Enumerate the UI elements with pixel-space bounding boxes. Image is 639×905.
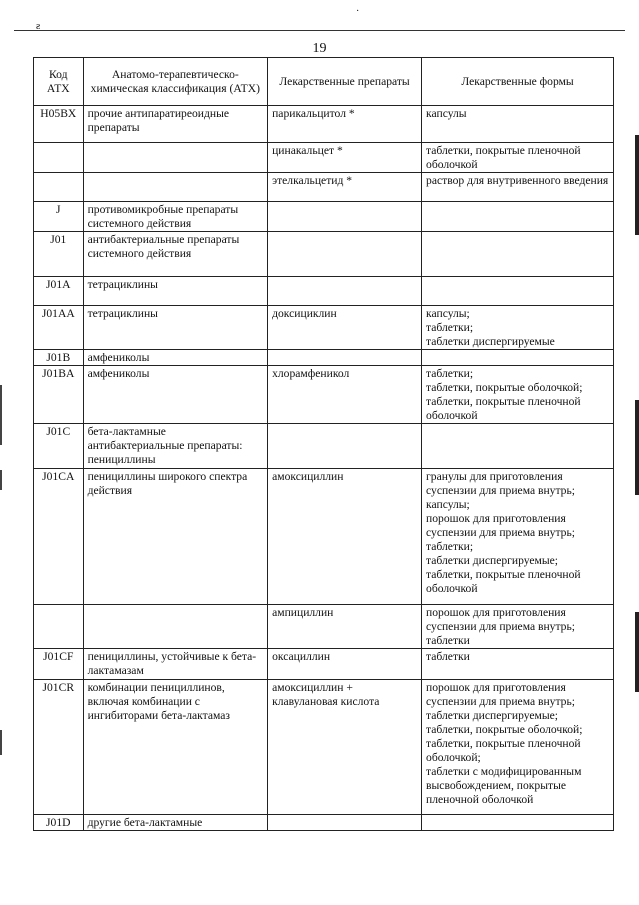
atc-code: J01BA [34, 366, 84, 424]
header-rule [14, 30, 625, 31]
drug-name [268, 815, 422, 831]
atc-class: бета-лактамные антибактериальные препараты: пенициллины [83, 424, 268, 469]
table-row [34, 424, 614, 469]
atc-code: J01CR [34, 680, 84, 815]
drug-name: оксациллин [268, 649, 422, 680]
atc-code: J01D [34, 815, 84, 831]
atc-code: J01AA [34, 306, 84, 350]
drug-name: амоксициллин + клавулановая кислота [268, 680, 422, 815]
atc-code: J [34, 202, 84, 232]
table-row [34, 366, 614, 424]
dosage-forms [422, 277, 614, 306]
atc-code: J01A [34, 277, 84, 306]
header-drugs: Лекарственные препараты [268, 58, 422, 106]
header-forms: Лекарственные формы [422, 58, 614, 106]
dosage-forms: раствор для внутривенного введения [422, 173, 614, 202]
drug-name [268, 202, 422, 232]
dosage-forms [422, 424, 614, 469]
drug-name [268, 232, 422, 277]
dosage-forms [422, 202, 614, 232]
drug-name [268, 424, 422, 469]
scan-edge-mark [0, 470, 2, 490]
atc-class: тетрациклины [83, 277, 268, 306]
dosage-forms: таблетки, покрытые пленочной оболочкой [422, 143, 614, 173]
atc-class: пенициллины, устойчивые к бета-лактамазам [83, 649, 268, 680]
table-row [34, 277, 614, 306]
dosage-forms [422, 815, 614, 831]
drug-name [268, 350, 422, 366]
atc-class [83, 173, 268, 202]
scan-dot: · [356, 6, 360, 17]
dosage-forms: капсулы; таблетки; таблетки диспергируемые [422, 306, 614, 350]
table-row [34, 173, 614, 202]
atc-code [34, 143, 84, 173]
dosage-forms [422, 232, 614, 277]
drug-name: парикальцитол * [268, 106, 422, 143]
atc-class: прочие антипаратиреоидные препараты [83, 106, 268, 143]
dosage-forms: порошок для приготовления суспензии для приема внутрь; таблетки [422, 605, 614, 649]
dosage-forms: капсулы [422, 106, 614, 143]
atc-code [34, 173, 84, 202]
table-row [34, 143, 614, 173]
atc-code: H05BX [34, 106, 84, 143]
page-number: 19 [312, 41, 327, 56]
table-row [34, 350, 614, 366]
table-row [34, 605, 614, 649]
atc-code [34, 605, 84, 649]
drug-name: ампициллин [268, 605, 422, 649]
table-row [34, 649, 614, 680]
atc-code: J01CF [34, 649, 84, 680]
table-row [34, 469, 614, 605]
header-classification: Анатомо-терапевтическо-химическая классификация (АТХ) [83, 58, 268, 106]
atc-class [83, 605, 268, 649]
table-row [34, 202, 614, 232]
atc-class [83, 143, 268, 173]
dosage-forms: гранулы для приготовления суспензии для приема внутрь; капсулы; порошок для приготовления суспензии для приема внутрь; таблетки; таблетки диспергируемые; таблетки, покрытые пленочной оболочкой [422, 469, 614, 605]
table-row [34, 232, 614, 277]
atc-class: амфениколы [83, 366, 268, 424]
scan-edge-mark [635, 612, 639, 692]
table-row [34, 106, 614, 143]
atc-class: антибактериальные препараты системного действия [83, 232, 268, 277]
scan-edge-mark [0, 730, 2, 755]
atc-class: амфениколы [83, 350, 268, 366]
drug-name [268, 277, 422, 306]
corner-mark: ƨ [36, 20, 41, 32]
dosage-forms: таблетки [422, 649, 614, 680]
atc-class: пенициллины широкого спектра действия [83, 469, 268, 605]
dosage-forms: таблетки; таблетки, покрытые оболочкой; таблетки, покрытые пленочной оболочкой [422, 366, 614, 424]
scan-edge-mark [635, 135, 639, 235]
atc-code: J01C [34, 424, 84, 469]
table-row [34, 680, 614, 815]
atc-code: J01B [34, 350, 84, 366]
dosage-forms: порошок для приготовления суспензии для приема внутрь; таблетки диспергируемые; таблетки, покрытые оболочкой; таблетки, покрытые пленочной оболочкой; таблетки с модифицированным высвобождением, покрытые пленочной оболочкой [422, 680, 614, 815]
scan-edge-mark [635, 400, 639, 495]
table-row [34, 815, 614, 831]
atc-class: тетрациклины [83, 306, 268, 350]
drug-name: доксициклин [268, 306, 422, 350]
table-header-row [34, 58, 614, 106]
table-row [34, 306, 614, 350]
drug-name: этелкальцетид * [268, 173, 422, 202]
drug-name: амоксициллин [268, 469, 422, 605]
scan-edge-mark [0, 385, 2, 445]
atc-class: другие бета-лактамные [83, 815, 268, 831]
atc-class: комбинации пенициллинов, включая комбинации с ингибиторами бета-лактамаз [83, 680, 268, 815]
atc-code: J01CA [34, 469, 84, 605]
drug-name: хлорамфеникол [268, 366, 422, 424]
atc-code: J01 [34, 232, 84, 277]
atc-class: противомикробные препараты системного действия [83, 202, 268, 232]
drug-name: цинакальцет * [268, 143, 422, 173]
atc-table [33, 57, 614, 831]
dosage-forms [422, 350, 614, 366]
header-code: Код АТХ [34, 58, 84, 106]
